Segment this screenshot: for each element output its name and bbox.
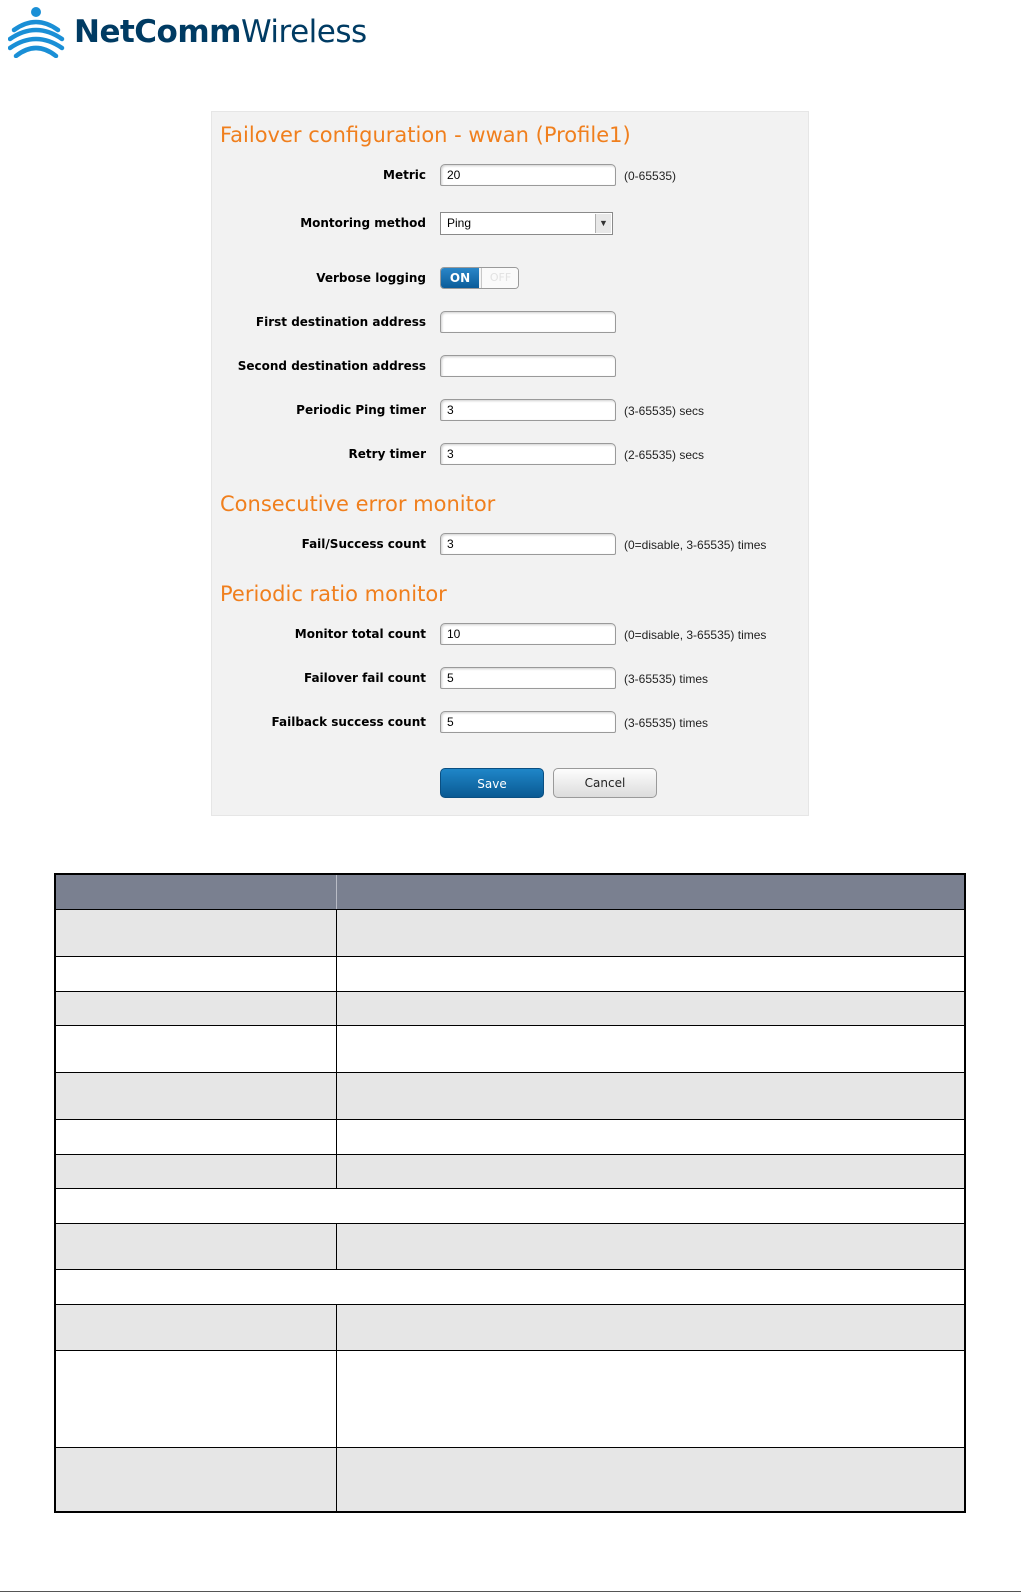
table-row (56, 1120, 964, 1155)
retry-timer-row (212, 443, 810, 469)
page-title: Failover configuration - wwan (Profile1) (220, 123, 631, 147)
wifi-signal-icon (8, 6, 68, 58)
fail-success-count-hint: (0=disable, 3-65535) times (624, 538, 767, 552)
failover-fail-count-row (212, 667, 810, 693)
monitor-total-count-label: Monitor total count (294, 627, 426, 641)
save-button[interactable]: Save (440, 768, 544, 798)
metric-label: Metric (383, 168, 426, 182)
table-cell (56, 1120, 337, 1154)
table-cell (56, 875, 337, 909)
periodic-ping-timer-row (212, 399, 810, 425)
table-row (56, 910, 964, 957)
table-cell (56, 1224, 337, 1269)
retry-timer-label: Retry timer (348, 447, 426, 461)
description-table (54, 873, 966, 1513)
table-row (56, 1073, 964, 1120)
periodic-ping-timer-hint: (3-65535) secs (624, 404, 705, 418)
logo-wordmark: NetCommWireless (74, 14, 367, 50)
monitor-total-count-hint: (0=disable, 3-65535) times (624, 628, 767, 642)
table-cell (56, 1448, 337, 1511)
monitoring-method-select[interactable] (440, 212, 613, 235)
verbose-logging-row (212, 267, 810, 293)
table-row (56, 1224, 964, 1270)
verbose-logging-toggle[interactable] (440, 267, 519, 289)
table-cell (56, 910, 337, 956)
chevron-down-icon[interactable]: ▼ (595, 214, 611, 233)
verbose-logging-label: Verbose logging (316, 271, 426, 285)
metric-hint: (0-65535) (624, 169, 677, 183)
monitoring-method-label: Montoring method (300, 216, 426, 230)
table-row (56, 957, 964, 992)
failback-success-count-row (212, 711, 810, 737)
table-cell (56, 1305, 337, 1350)
table-cell (56, 1073, 337, 1119)
first-destination-label: First destination address (255, 315, 426, 329)
table-row (56, 1026, 964, 1073)
second-destination-input[interactable] (440, 355, 616, 377)
metric-row (212, 164, 810, 190)
second-destination-row (212, 355, 810, 381)
monitor-total-count-row (212, 623, 810, 649)
monitor-total-count-input[interactable]: 10 (440, 623, 616, 645)
cancel-button[interactable]: Cancel (553, 768, 657, 798)
failover-fail-count-input[interactable]: 5 (440, 667, 616, 689)
first-destination-row (212, 311, 810, 337)
toggle-on-label: ON (441, 268, 479, 288)
table-row (56, 1305, 964, 1351)
failover-fail-count-hint: (3-65535) times (624, 672, 709, 686)
table-section-row (56, 1270, 964, 1305)
fail-success-count-input[interactable]: 3 (440, 533, 616, 555)
failback-success-count-input[interactable]: 5 (440, 711, 616, 733)
retry-timer-hint: (2-65535) secs (624, 448, 705, 462)
second-destination-label: Second destination address (237, 359, 426, 373)
consecutive-error-monitor-title: Consecutive error monitor (220, 492, 496, 516)
table-row (56, 1448, 964, 1511)
netcomm-logo (8, 6, 378, 58)
periodic-ping-timer-input[interactable]: 3 (440, 399, 616, 421)
monitoring-method-value: Ping (447, 216, 472, 230)
periodic-ping-timer-label: Periodic Ping timer (296, 403, 426, 417)
retry-timer-input[interactable]: 3 (440, 443, 616, 465)
table-row (56, 1155, 964, 1189)
failback-success-count-hint: (3-65535) times (624, 716, 709, 730)
table-cell (56, 992, 337, 1025)
fail-success-count-label: Fail/Success count (301, 537, 426, 551)
monitoring-method-row (212, 212, 810, 238)
periodic-ratio-monitor-title: Periodic ratio monitor (220, 582, 447, 606)
failover-config-panel (211, 111, 809, 816)
table-cell (56, 1351, 337, 1447)
metric-input[interactable]: 20 (440, 164, 616, 186)
table-section-row (56, 1189, 964, 1224)
table-header (56, 875, 964, 910)
failback-success-count-label: Failback success count (271, 715, 426, 729)
table-row (56, 992, 964, 1026)
table-cell (56, 1026, 337, 1072)
table-cell (56, 1155, 337, 1188)
toggle-off-label: OFF (481, 268, 519, 288)
footer-divider (0, 1591, 1021, 1592)
table-row (56, 1351, 964, 1448)
fail-success-count-row (212, 533, 810, 559)
table-cell (56, 957, 337, 991)
first-destination-input[interactable] (440, 311, 616, 333)
failover-fail-count-label: Failover fail count (303, 671, 426, 685)
